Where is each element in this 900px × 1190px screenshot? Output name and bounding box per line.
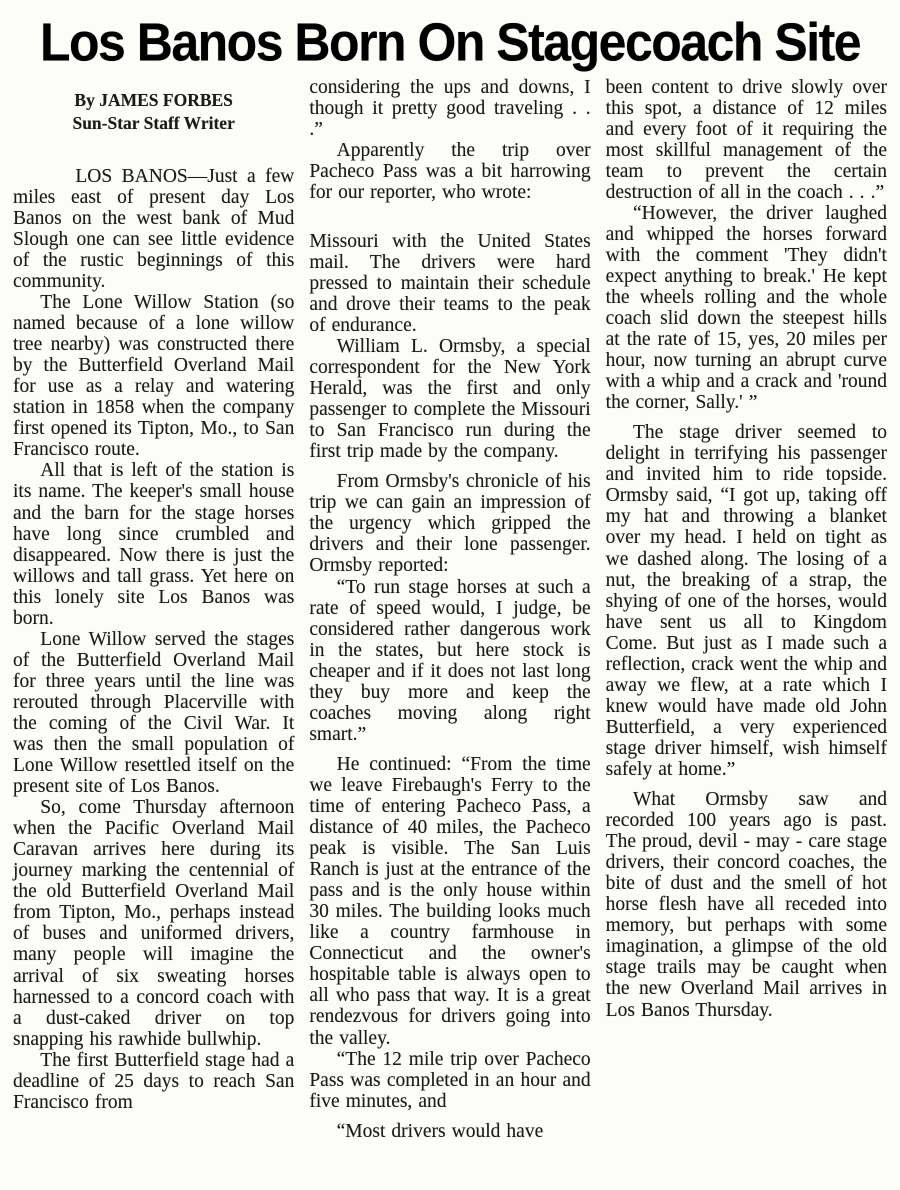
article-paragraph: “The 12 mile trip over Pacheco Pass was completed in an hour and five minutes, and <box>309 1048 591 1112</box>
article-paragraph: What Ormsby saw and recorded 100 years ago is past. The proud, devil - may - care stage drivers, their concord coaches, the bite of dust and the smell of hot horse flesh have all receded into memory, but perhaps with some imagination, a glimpse of the old stage trails may be caught when the new Overland Mail arrives in Los Banos Thursday. <box>605 789 887 1021</box>
article-paragraph: So, come Thursday afternoon when the Pacific Overland Mail Caravan arrives here during its journey marking the centennial of the old Butterfield Overland Mail from Tipton, Mo., perhaps instead of buses and uniformed drivers, many people will imagine the arrival of six sweating horses harnessed to a concord coach with a dust-caked driver on top snapping his rawhide bullwhip. <box>13 797 295 1050</box>
article-columns <box>0 77 900 1142</box>
article-paragraph: considering the ups and downs, I though it pretty good traveling . . .” <box>309 76 591 140</box>
article-paragraph: The stage driver seemed to delight in terrifying his passenger and invited him to ride topside. Ormsby said, “I got up, taking off my hat and throwing a blanket over my head. I held on tight as we dashed along. The losing of a nut, the breaking of a strap, the shying of one of the horses, would have sent us all to Kingdom Come. But just as I made such a reflection, crack went the whip and away we flew, at a rate which I knew would have made old John Butterfield, a very experienced stage driver himself, wish himself safely at home.” <box>605 422 887 780</box>
article-paragraph: William L. Ormsby, a special correspondent for the New York Herald, was the first and only passenger to complete the Missouri to San Francisco run during the first trip made by the company. <box>309 336 591 463</box>
article-column-1 <box>13 77 294 1113</box>
article-paragraph: All that is left of the station is its name. The keeper's small house and the barn for the stage horses have long since crumbled and disappeared. Now there is just the willows and tall grass. Yet here on this lonely site Los Banos was born. <box>13 460 295 629</box>
headline: Los Banos Born On Stagecoach Site <box>39 11 861 73</box>
article-paragraph: He continued: “From the time we leave Firebaugh's Ferry to the time of entering Pacheco Pass, a distance of 40 miles, the Pacheco peak is visible. The San Luis Ranch is just at the entrance of the pass and is the only house within 30 miles. The building looks much like a country farmhouse in Connecticut and the owner's hospitable table is always open to all who pass that way. It is a great rendezvous for drivers going into the valley. <box>309 753 591 1049</box>
article-paragraph: Missouri with the United States mail. The drivers were hard pressed to maintain their schedule and drove their teams to the peak of endurance. <box>309 230 591 336</box>
article-paragraph: The Lone Willow Station (so named because of a lone willow tree nearby) was constructed there by the Butterfield Overland Mail for use as a relay and watering station in 1858 when the company first opened its Tipton, Mo., to San Francisco route. <box>13 292 295 461</box>
article-paragraph: Lone Willow served the stages of the Butterfield Overland Mail for three years until the line was rerouted through Placerville with the coming of the Civil War. It was then the small population of Lone Willow resettled itself on the present site of Los Banos. <box>13 628 295 798</box>
article-paragraph: “To run stage horses at such a rate of speed would, I judge, be considered rather dangerous work in the states, but here stock is cheaper and if it does not last long they buy more and keep the coaches moving along right smart.” <box>309 576 591 745</box>
article-column-2 <box>309 77 590 1142</box>
article-paragraph: been content to drive slowly over this spot, a distance of 12 miles and every foot of it requiring the most skillful management of the team to prevent the certain destruction of all in the coach . . .” <box>605 76 887 203</box>
article-paragraph: “Most drivers would have <box>336 1120 544 1142</box>
article-paragraph: Apparently the trip over Pacheco Pass was a bit harrowing for our reporter, who wrote: <box>309 139 591 203</box>
article-paragraph: The first Butterfield stage had a deadline of 25 days to reach San Francisco from <box>13 1049 295 1113</box>
article-paragraph: “However, the driver laughed and whipped the horses forward with the comment 'They didn't expect anything to break.' He kept the wheels rolling and the whole coach slid down the steepest hills at the rate of 15, yes, 20 miles per hour, now turning an abrupt curve with a whip and a crack and 'round the corner, Sally.' ” <box>605 202 887 414</box>
byline-role: Sun-Star Staff Writer <box>72 113 235 134</box>
article-column-3 <box>606 77 887 1021</box>
byline-author: By JAMES FORBES <box>74 89 233 110</box>
article-paragraph: From Ormsby's chronicle of his trip we can gain an impression of the urgency which gripped the drivers and their lone passenger. Ormsby reported: <box>309 471 591 577</box>
article-paragraph: LOS BANOS—Just a few miles east of present day Los Banos on the west bank of Mud Slough one can see little evidence of the rustic beginnings of this community. <box>13 165 295 292</box>
byline <box>13 89 294 136</box>
